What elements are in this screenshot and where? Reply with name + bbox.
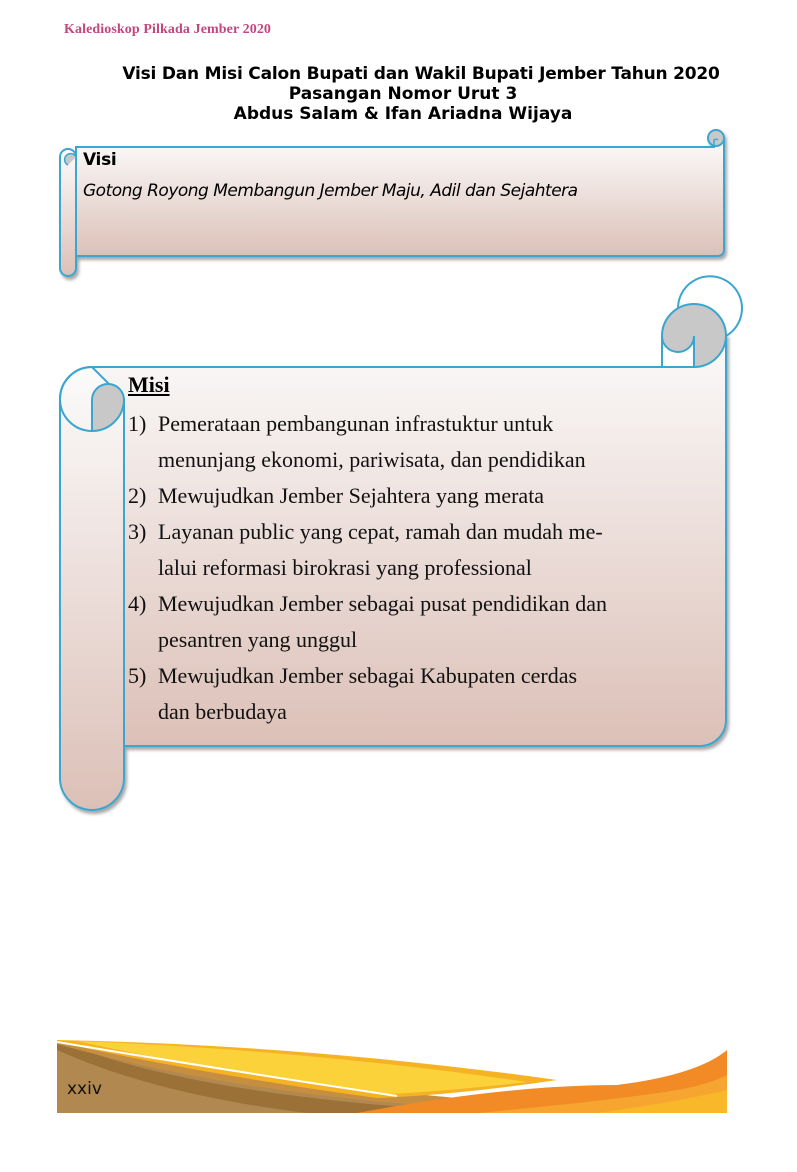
misi-item-number: 1) [128, 411, 147, 436]
visi-scroll-left-roll [60, 149, 76, 276]
visi-curl-right-icon [708, 130, 724, 146]
misi-scroll-left-roll [60, 367, 124, 810]
misi-item-line: dan berbudaya [158, 699, 287, 724]
misi-item-number: 3) [128, 519, 147, 544]
title-line-3: Abdus Salam & Ifan Ariadna Wijaya [233, 104, 573, 124]
misi-item-line: menunjang ekonomi, pariwisata, dan pendidikan [158, 447, 586, 472]
misi-item-number: 2) [128, 483, 147, 508]
misi-item-line: Mewujudkan Jember sebagai pusat pendidikan dan [158, 591, 608, 616]
footer-wave-decoration [57, 1040, 727, 1113]
misi-item [128, 658, 708, 730]
running-header: Kaledioskop Pilkada Jember 2020 [64, 22, 272, 37]
misi-item-line: Layanan public yang cepat, ramah dan mudah me- [158, 519, 603, 544]
misi-list [128, 406, 708, 730]
misi-item [128, 586, 708, 658]
misi-item-number: 4) [128, 591, 147, 616]
misi-item [128, 514, 708, 586]
page-number: xxiv [67, 1079, 102, 1099]
misi-item-line: Mewujudkan Jember sebagai Kabupaten cerdas [158, 663, 578, 688]
misi-item [128, 406, 708, 478]
visi-statement: Gotong Royong Membangun Jember Maju, Adil dan Sejahtera [83, 181, 578, 201]
misi-item-number: 5) [128, 663, 147, 688]
visi-heading: Visi [83, 150, 117, 170]
misi-item [128, 478, 708, 514]
misi-item-line: Pemerataan pembangunan infrastuktur untuk [158, 411, 554, 436]
title-line-1: Visi Dan Misi Calon Bupati dan Wakil Bupati Jember Tahun 2020 [122, 64, 720, 84]
title-line-2: Pasangan Nomor Urut 3 [288, 84, 518, 104]
misi-heading: Misi [128, 372, 170, 397]
misi-item-line: Mewujudkan Jember Sejahtera yang merata [158, 483, 545, 508]
visi-scroll [60, 130, 724, 276]
misi-item-line: pesantren yang unggul [158, 627, 358, 652]
misi-item-line: lalui reformasi birokrasi yang professional [158, 555, 532, 580]
